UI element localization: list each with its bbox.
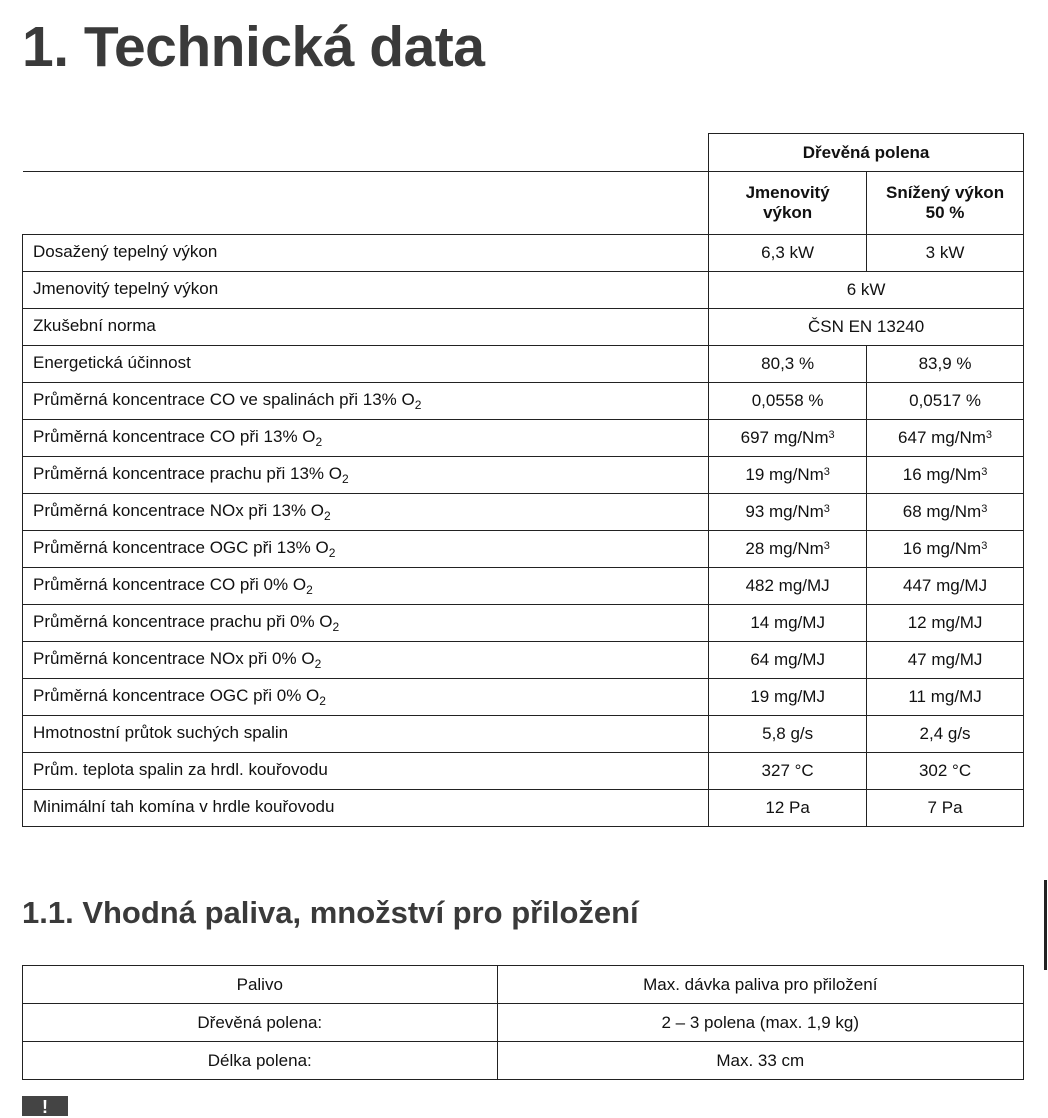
cell-text: 19 mg/Nm	[745, 465, 824, 484]
table-row	[23, 309, 1024, 346]
cell-text: 327 °C	[761, 761, 814, 780]
table-cell	[709, 716, 867, 753]
table-row	[23, 420, 1024, 457]
cell-text: Jmenovitý tepelný výkon	[33, 279, 219, 298]
cell-text: Prům. teplota spalin za hrdl. kouřovodu	[33, 760, 328, 779]
table-cell	[23, 642, 709, 679]
table-cell	[709, 642, 867, 679]
superscript: 3	[823, 503, 830, 515]
table-cell	[709, 420, 867, 457]
table-cell	[867, 679, 1024, 716]
table-row	[23, 494, 1024, 531]
table-cell	[867, 568, 1024, 605]
table-cell	[709, 679, 867, 716]
table-cell	[709, 235, 867, 272]
cell-text: ČSN EN 13240	[807, 317, 925, 336]
table-cell	[709, 494, 867, 531]
table-row	[23, 1042, 1024, 1080]
page-edge-bar	[1044, 880, 1047, 970]
table-cell: Max. 33 cm	[497, 1042, 1023, 1080]
table-cell: 2 – 3 polena (max. 1,9 kg)	[497, 1004, 1023, 1042]
cell-text: 7 Pa	[927, 798, 963, 817]
table-header-row	[23, 966, 1024, 1004]
cell-text: 6,3 kW	[761, 243, 815, 262]
table-row	[23, 346, 1024, 383]
table-cell	[709, 309, 1024, 346]
table-cell	[867, 494, 1024, 531]
table-row	[23, 753, 1024, 790]
table-cell	[867, 716, 1024, 753]
superscript: 3	[823, 540, 830, 552]
subscript: 2	[315, 435, 323, 449]
warning-icon: !	[22, 1096, 68, 1116]
table-cell	[867, 235, 1024, 272]
table-cell: Dřevěná polena:	[23, 1004, 498, 1042]
table-cell: Délka polena:	[23, 1042, 498, 1080]
table-cell	[867, 531, 1024, 568]
cell-text: 2,4 g/s	[919, 724, 971, 743]
cell-text: 697 mg/Nm	[740, 428, 829, 447]
cell-text: 12 mg/MJ	[907, 613, 983, 632]
table-row	[23, 1004, 1024, 1042]
table-cell	[23, 457, 709, 494]
cell-text: 5,8 g/s	[762, 724, 814, 743]
subscript: 2	[324, 509, 331, 523]
table-cell	[867, 420, 1024, 457]
col-header-nominal: Jmenovitý výkon	[709, 172, 867, 235]
cell-text: Minimální tah komína v hrdle kouřovodu	[33, 797, 335, 816]
cell-text: 16 mg/Nm	[902, 465, 982, 484]
table-row	[23, 716, 1024, 753]
table-row	[23, 531, 1024, 568]
table-cell	[23, 716, 709, 753]
cell-text: 19 mg/MJ	[750, 687, 825, 706]
col-header-reduced: Snížený výkon 50 %	[867, 172, 1024, 235]
table-cell	[23, 753, 709, 790]
table-cell	[23, 383, 709, 420]
cell-text: 11 mg/MJ	[908, 687, 982, 706]
table-row	[23, 272, 1024, 309]
table-cell	[709, 346, 867, 383]
superscript: 3	[981, 503, 988, 515]
technical-data-table	[22, 133, 1024, 827]
section-subtitle: 1.1. Vhodná paliva, množství pro přiložení	[22, 895, 639, 930]
table-cell	[709, 753, 867, 790]
table-cell	[709, 531, 867, 568]
cell-text: 3 kW	[925, 243, 965, 262]
subscript: 2	[342, 472, 349, 486]
cell-text: 0,0558 %	[751, 391, 824, 410]
cell-text: 47 mg/MJ	[907, 650, 983, 669]
table-cell	[867, 790, 1024, 827]
table-cell	[23, 494, 709, 531]
group-header: Dřevěná polena	[709, 134, 1024, 172]
subscript: 2	[414, 398, 422, 412]
cell-text: Průměrná koncentrace CO při 13% O	[33, 427, 316, 446]
table-cell	[23, 272, 709, 309]
cell-text: Dosažený tepelný výkon	[33, 242, 218, 261]
subscript: 2	[306, 583, 313, 597]
table-cell	[709, 568, 867, 605]
table-cell	[23, 346, 709, 383]
table-cell	[867, 753, 1024, 790]
table-row	[23, 605, 1024, 642]
cell-text: 447 mg/MJ	[903, 576, 988, 595]
superscript: 3	[828, 429, 835, 441]
subscript: 2	[314, 657, 322, 671]
fuel-table	[22, 965, 1024, 1080]
cell-text: 93 mg/Nm	[745, 502, 824, 521]
cell-text: Průměrná koncentrace CO ve spalinách při 13% O	[33, 390, 415, 409]
table-row	[23, 383, 1024, 420]
cell-text: Průměrná koncentrace prachu při 13% O	[33, 464, 342, 483]
cell-text: 64 mg/MJ	[750, 650, 825, 669]
table-cell	[23, 790, 709, 827]
table-cell	[23, 605, 709, 642]
subscript: 2	[319, 694, 326, 708]
cell-text: Průměrná koncentrace CO při 0% O	[33, 575, 307, 594]
cell-text: 12 Pa	[765, 798, 810, 817]
table-cell	[23, 531, 709, 568]
cell-text: 6 kW	[846, 280, 886, 299]
table-cell	[867, 346, 1024, 383]
table-row	[23, 642, 1024, 679]
table-cell	[709, 790, 867, 827]
table-cell	[23, 235, 709, 272]
table-row	[23, 679, 1024, 716]
table-cell	[867, 605, 1024, 642]
cell-text: 302 °C	[918, 761, 972, 780]
table-cell	[709, 383, 867, 420]
table-cell	[23, 568, 709, 605]
cell-text: Průměrná koncentrace NOx při 13% O	[33, 501, 325, 520]
cell-text: 482 mg/MJ	[745, 576, 830, 595]
table-row	[23, 790, 1024, 827]
superscript: 3	[823, 466, 830, 478]
cell-text: Průměrná koncentrace OGC při 13% O	[33, 538, 329, 557]
cell-text: Průměrná koncentrace OGC při 0% O	[33, 686, 320, 705]
subscript: 2	[332, 620, 340, 634]
table-cell	[23, 679, 709, 716]
superscript: 3	[985, 429, 993, 441]
table-cell	[867, 642, 1024, 679]
superscript: 3	[981, 466, 988, 478]
table-cell	[709, 605, 867, 642]
cell-text: 80,3 %	[761, 354, 815, 373]
table-row	[23, 568, 1024, 605]
superscript: 3	[981, 540, 988, 552]
table-cell	[709, 457, 867, 494]
table-cell	[23, 420, 709, 457]
page-title: 1. Technická data	[22, 15, 485, 79]
cell-text: 14 mg/MJ	[750, 613, 825, 632]
table-row	[23, 457, 1024, 494]
table-cell	[709, 272, 1024, 309]
table-cell	[867, 457, 1024, 494]
cell-text: 83,9 %	[918, 354, 972, 373]
cell-text: 28 mg/Nm	[745, 539, 824, 558]
table-cell	[23, 309, 709, 346]
cell-text: 0,0517 %	[909, 391, 981, 410]
header-cell: Palivo	[23, 966, 498, 1004]
cell-text: Zkušební norma	[33, 316, 156, 335]
cell-text: Hmotnostní průtok suchých spalin	[33, 723, 289, 742]
cell-text: 16 mg/Nm	[902, 539, 982, 558]
header-cell: Max. dávka paliva pro přiložení	[497, 966, 1023, 1004]
subscript: 2	[328, 546, 336, 560]
table-cell	[867, 383, 1024, 420]
cell-text: Energetická účinnost	[33, 353, 191, 372]
cell-text: 68 mg/Nm	[902, 502, 982, 521]
cell-text: 647 mg/Nm	[898, 428, 986, 447]
cell-text: Průměrná koncentrace NOx při 0% O	[33, 649, 315, 668]
cell-text: Průměrná koncentrace prachu při 0% O	[33, 612, 333, 631]
table-row	[23, 235, 1024, 272]
